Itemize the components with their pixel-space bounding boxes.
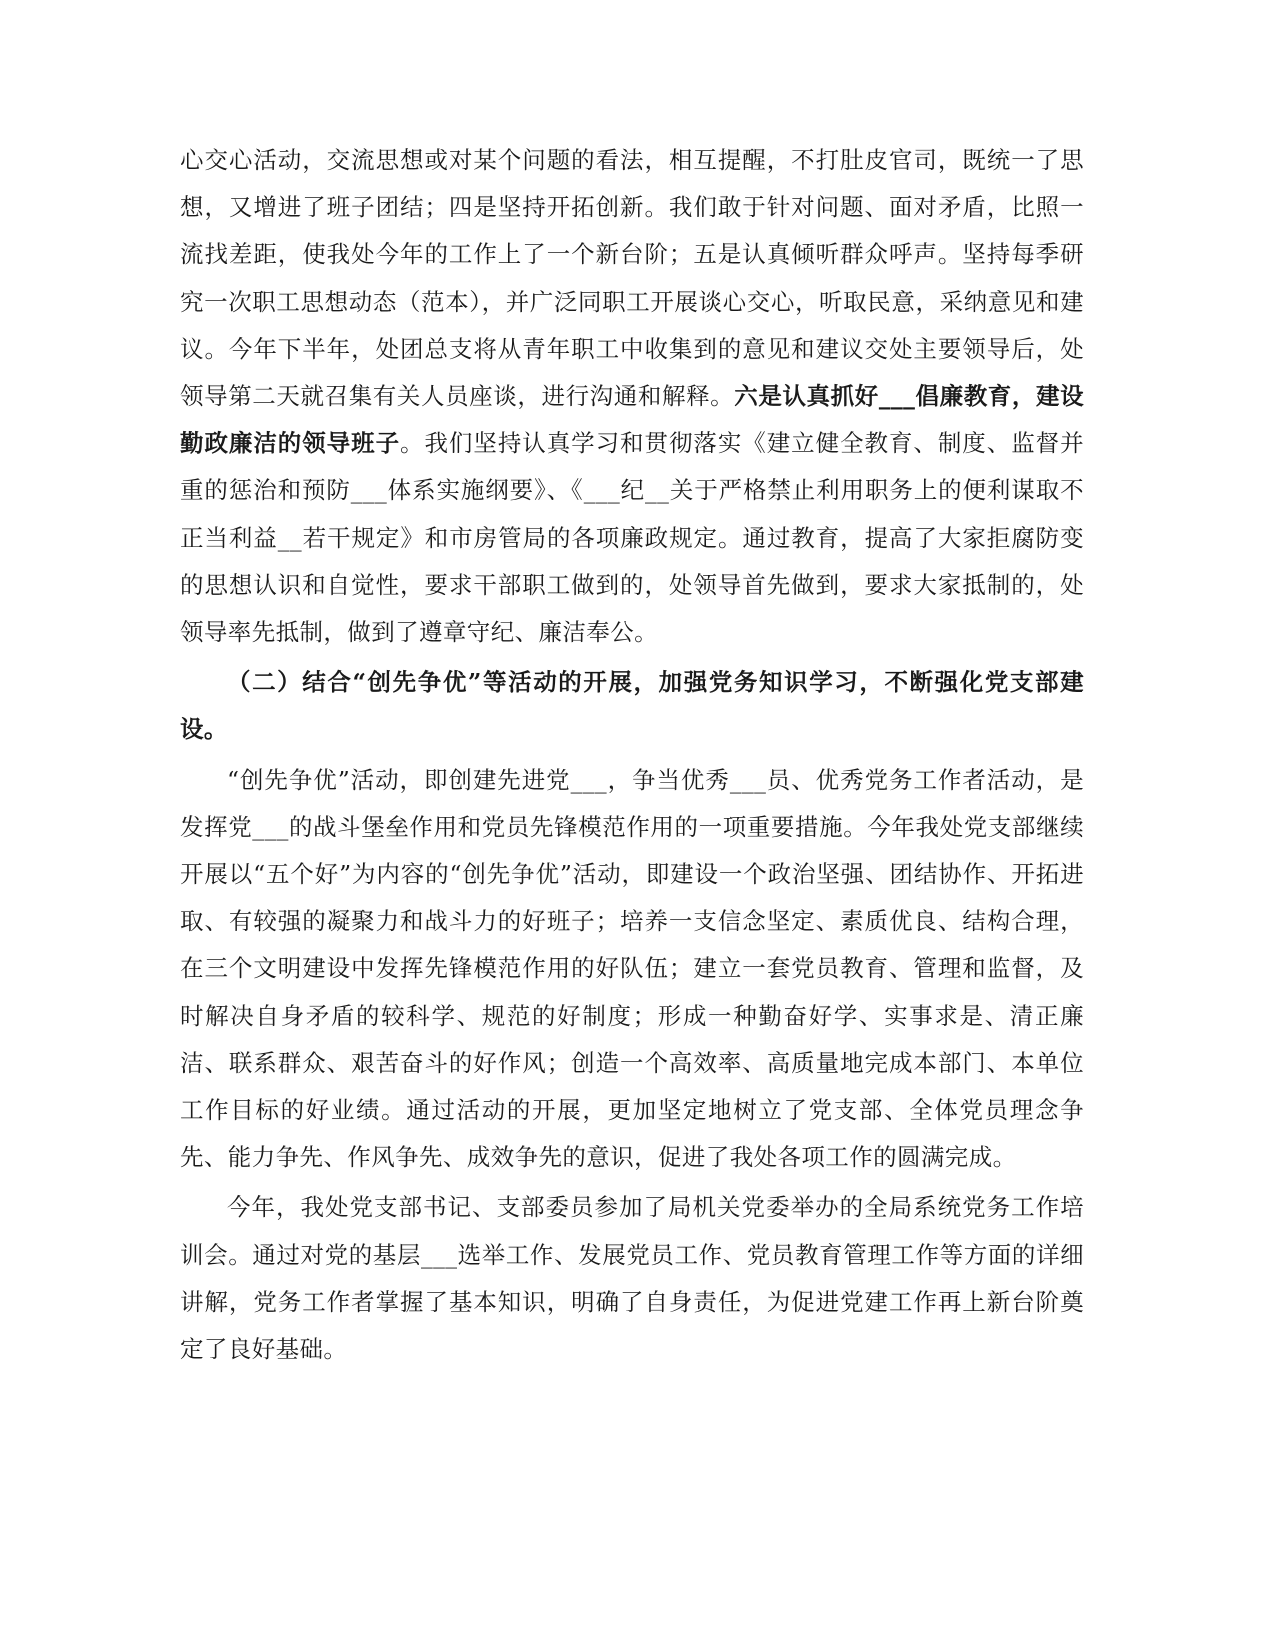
section-heading-2 [180, 659, 1084, 753]
paragraph-text: “创先争优”活动，即创建先进党___，争当优秀___员、优秀党务工作者活动，是发挥党___的战斗堡垒作用和党员先锋模范作用的一项重要措施。今年我处党支部继续开展以“五个好”为内容的“创先争优”活动，即建设一个政治坚强、团结协作、开拓进取、有较强的凝聚力和战斗力的好班子；培养一支信念坚定、素质优良、结构合理，在三个文明建设中发挥先锋模范作用的好队伍；建立一套党员教育、管理和监督，及时解决自身矛盾的较科学、规范的好制度；形成一种勤奋好学、实事求是、清正廉洁、联系群众、艰苦奋斗的好作风；创造一个高效率、高质量地完成本部门、本单位工作目标的好业绩。通过活动的开展，更加坚定地树立了党支部、全体党员理念争先、能力争先、作风争先、成效争先的意识，促进了我处各项工作的圆满完成。 [180, 765, 1084, 1172]
body-paragraph-3 [180, 1184, 1084, 1373]
paragraph-text: 。我们坚持认真学习和贯彻落实《建立健全教育、制度、监督并重的惩治和预防___体系实施纲要》、《___纪__关于严格禁止利用职务上的便利谋取不正当利益__若干规定》和市房管局的各项廉政规定。通过教育，提高了大家拒腐防变的思想认识和自觉性，要求干部职工做到的，处领导首先做到，要求大家抵制的，处领导率先抵制，做到了遵章守纪、廉洁奉公。 [180, 429, 1084, 647]
paragraph-text: 心交心活动，交流思想或对某个问题的看法，相互提醒，不打肚皮官司，既统一了思想，又增进了班子团结；四是坚持开拓创新。我们敢于针对问题、面对矛盾，比照一流找差距，使我处今年的工作上了一个新台阶；五是认真倾听群众呼声。坚持每季研究一次职工思想动态（范本），并广泛同职工开展谈心交心，听取民意，采纳意见和建议。今年下半年，处团总支将从青年职工中收集到的意见和建议交处主要领导后，处领导第二天就召集有关人员座谈，进行沟通和解释。 [180, 146, 1084, 411]
paragraph-text: 今年，我处党支部书记、支部委员参加了局机关党委举办的全局系统党务工作培训会。通过对党的基层___选举工作、发展党员工作、党员教育管理工作等方面的详细讲解，党务工作者掌握了基本知识，明确了自身责任，为促进党建工作再上新台阶奠定了良好基础。 [180, 1193, 1084, 1364]
section-heading-text: （二）结合“创先争优”等活动的开展，加强党务知识学习，不断强化党支部建设。 [180, 668, 1084, 744]
bold-subheading-inline: 六是认真抓好___倡廉教育，建设勤政廉洁的领导班子 [180, 382, 1084, 458]
body-paragraph-2 [180, 757, 1084, 1182]
document-page [180, 137, 1084, 1373]
body-paragraph-1 [180, 137, 1084, 656]
